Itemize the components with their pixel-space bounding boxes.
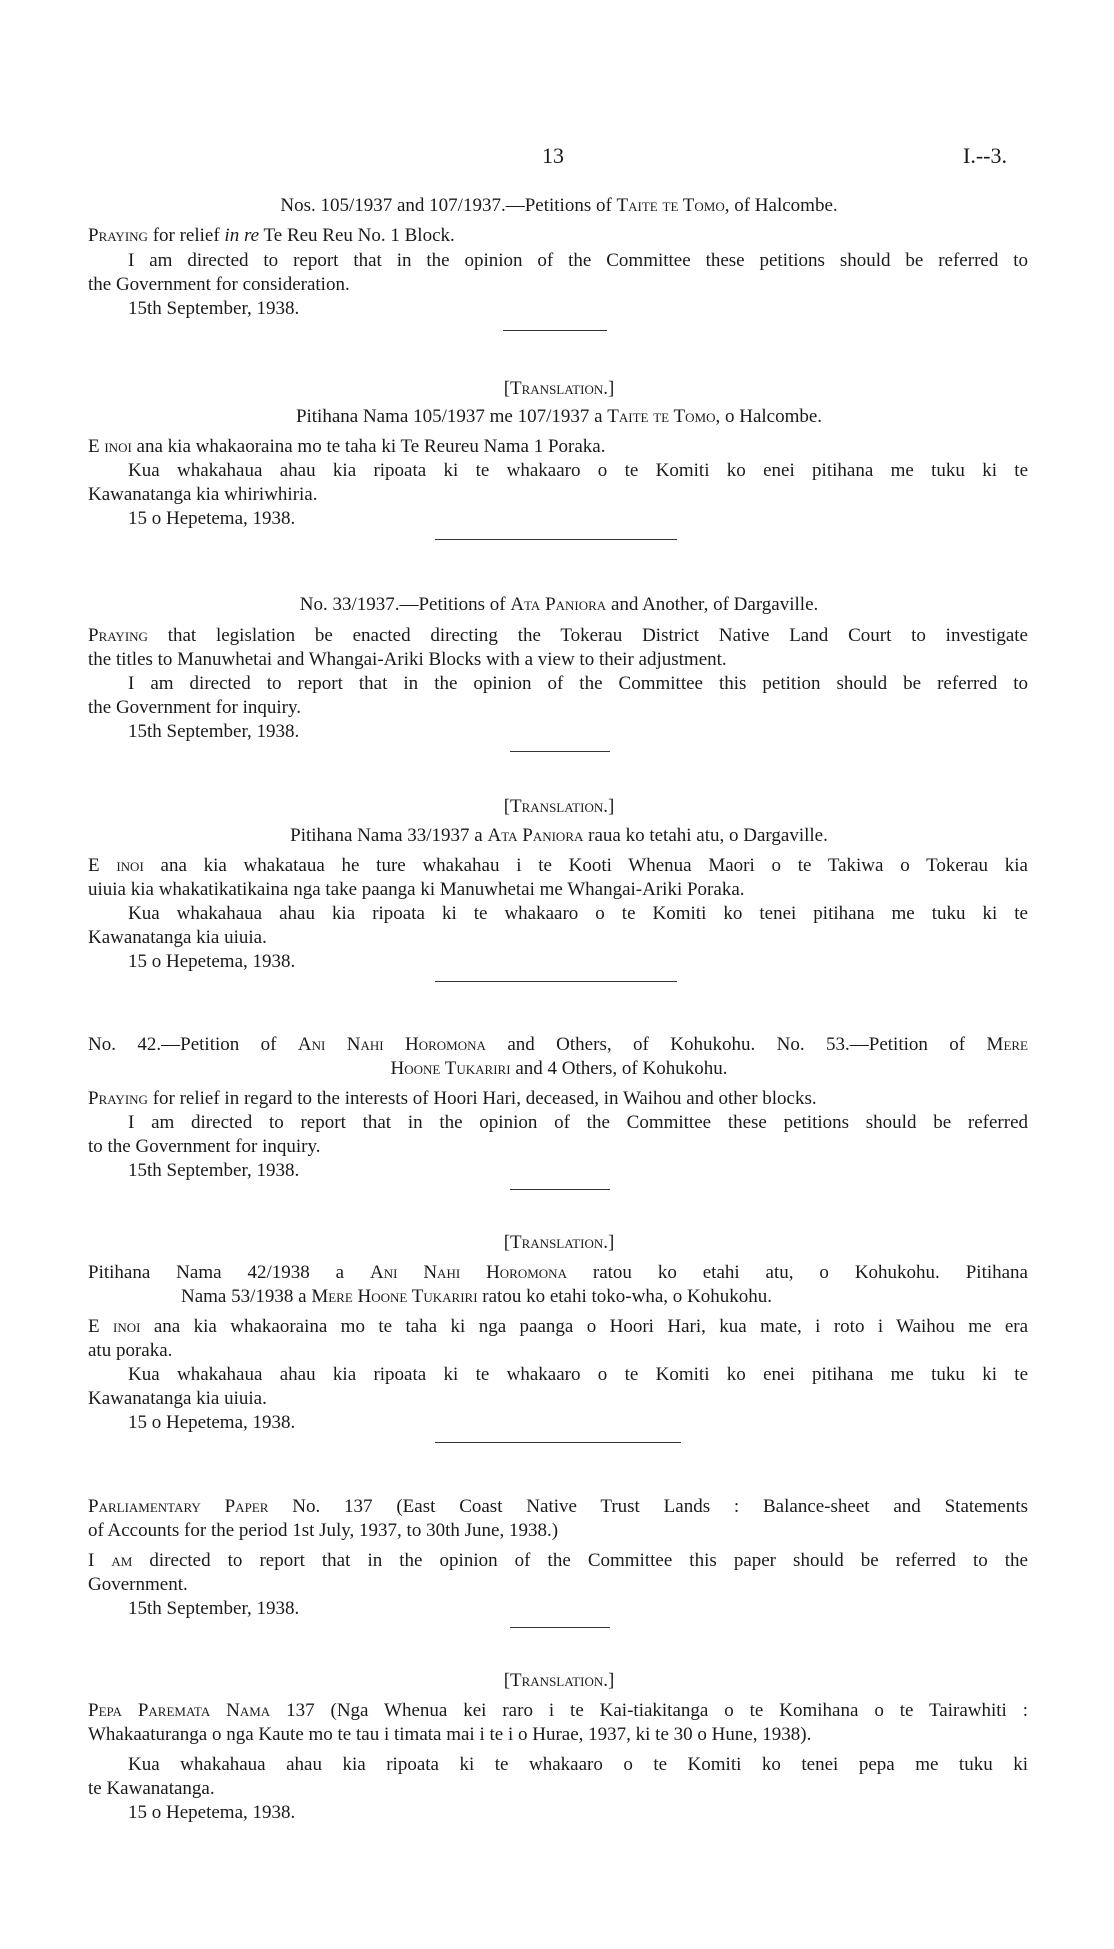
section-2-translation-prayer-line-1: E inoi ana kia whakataua he ture whakahau i te Kooti Whenua Maori o te Takiwa o Tokerau kia xyxy=(88,855,1028,876)
section-1-translation-title: Pitihana Nama 105/1937 me 107/1937 a Taite te Tomo, o Halcombe. xyxy=(295,406,823,427)
section-3-title-line-1: No. 42.—Petition of Ani Nahi Horomona and Others, of Kohukohu. No. 53.—Petition of Mere xyxy=(88,1034,1028,1055)
document-reference: I.--3. xyxy=(963,143,1007,168)
section-4-translation-title-line-1: Pepa Paremata Nama 137 (Nga Whenua kei raro i te Kai-tiakitanga o te Komihana o te Tairawhiti : xyxy=(88,1700,1028,1721)
section-1-prayer: Praying for relief in re Te Reu Reu No. 1 Block. xyxy=(88,225,455,246)
divider xyxy=(510,1189,610,1190)
section-2-prayer-line-1: Praying that legislation be enacted directing the Tokerau District Native Land Court to investigate xyxy=(88,625,1028,646)
section-1-date: 15th September, 1938. xyxy=(128,298,300,319)
divider xyxy=(510,1627,610,1628)
section-3-translation-title-line-1: Pitihana Nama 42/1938 a Ani Nahi Horomona ratou ko etahi atu, o Kohukohu. Pitihana xyxy=(88,1262,1028,1283)
section-3-translation-report-line-1: Kua whakahaua ahau kia ripoata ki te whakaaro o te Komiti ko enei pitihana me tuku ki te xyxy=(128,1364,1028,1385)
section-1-report-line-2: the Government for consideration. xyxy=(88,274,350,295)
section-2-prayer-line-2: the titles to Manuwhetai and Whangai-Ariki Blocks with a view to their adjustment. xyxy=(88,649,727,670)
divider xyxy=(435,981,677,982)
section-4-report-line-2: Government. xyxy=(88,1574,188,1595)
section-2-report-line-2: the Government for inquiry. xyxy=(88,697,301,718)
divider xyxy=(503,330,607,331)
section-2-translation-report-line-1: Kua whakahaua ahau kia ripoata ki te whakaaro o te Komiti ko tenei pitihana me tuku ki te xyxy=(128,903,1028,924)
section-3-translation-report-line-2: Kawanatanga kia uiuia. xyxy=(88,1388,267,1409)
section-2-translation-date: 15 o Hepetema, 1938. xyxy=(128,951,296,972)
section-4-translation-date: 15 o Hepetema, 1938. xyxy=(128,1802,296,1823)
section-2-translation-report-line-2: Kawanatanga kia uiuia. xyxy=(88,927,267,948)
section-1-translation-prayer: E inoi ana kia whakaoraina mo te taha ki Te Reureu Nama 1 Poraka. xyxy=(88,436,606,457)
section-2-translation-title: Pitihana Nama 33/1937 a Ata Paniora raua ko tetahi atu, o Dargaville. xyxy=(290,825,828,846)
translation-heading: [Translation.] xyxy=(503,378,615,399)
section-1-translation-date: 15 o Hepetema, 1938. xyxy=(128,508,296,529)
section-3-translation-date: 15 o Hepetema, 1938. xyxy=(128,1412,296,1433)
page-number: 13 xyxy=(542,143,564,168)
section-3-translation-prayer-line-2: atu poraka. xyxy=(88,1340,173,1361)
section-3-report-line-1: I am directed to report that in the opinion of the Committee these petitions should be referred xyxy=(128,1112,1028,1133)
section-4-title-line-1: Parliamentary Paper No. 137 (East Coast Native Trust Lands : Balance-sheet and Statements xyxy=(88,1496,1028,1517)
section-4-translation-report-line-1: Kua whakahaua ahau kia ripoata ki te whakaaro o te Komiti ko tenei pepa me tuku ki xyxy=(128,1754,1028,1775)
translation-heading: [Translation.] xyxy=(503,1670,615,1691)
section-2-report-line-1: I am directed to report that in the opinion of the Committee this petition should be referred to xyxy=(128,673,1028,694)
section-1-title: Nos. 105/1937 and 107/1937.—Petitions of Taite te Tomo, of Halcombe. xyxy=(280,195,838,216)
section-3-translation-prayer-line-1: E inoi ana kia whakaoraina mo te taha ki nga paanga o Hoori Hari, kua mate, i roto i Waihou me era xyxy=(88,1316,1029,1337)
section-3-date: 15th September, 1938. xyxy=(128,1160,300,1181)
divider xyxy=(510,751,610,752)
section-4-title-line-2: of Accounts for the period 1st July, 1937, to 30th June, 1938.) xyxy=(88,1520,559,1541)
section-2-date: 15th September, 1938. xyxy=(128,721,300,742)
section-3-prayer: Praying for relief in regard to the interests of Hoori Hari, deceased, in Waihou and other blocks. xyxy=(88,1088,817,1109)
section-3-title-line-2: Hoone Tukariri and 4 Others, of Kohukohu. xyxy=(390,1058,728,1079)
divider xyxy=(435,539,677,540)
section-4-date: 15th September, 1938. xyxy=(128,1598,300,1619)
petitioner-name: Taite te Tomo xyxy=(616,195,725,216)
section-1-report-line-1: I am directed to report that in the opinion of the Committee these petitions should be referred to xyxy=(128,250,1028,271)
translation-heading: [Translation.] xyxy=(503,796,615,817)
section-4-report-line-1: I am directed to report that in the opinion of the Committee this paper should be referred to the xyxy=(88,1550,1028,1571)
section-1-translation-report-line-2: Kawanatanga kia whiriwhiria. xyxy=(88,484,318,505)
section-3-translation-title-line-2: Nama 53/1938 a Mere Hoone Tukariri ratou ko etahi toko-wha, o Kohukohu. xyxy=(181,1286,772,1307)
section-2-title: No. 33/1937.—Petitions of Ata Paniora and Another, of Dargaville. xyxy=(299,594,819,615)
section-4-translation-title-line-2: Whakaaturanga o nga Kaute mo te tau i timata mai i te i o Hurae, 1937, ki te 30 o Hune, 1938). xyxy=(88,1724,812,1745)
section-2-translation-prayer-line-2: uiuia kia whakatikatikaina nga take paanga ki Manuwhetai me Whangai-Ariki Poraka. xyxy=(88,879,745,900)
translation-heading: [Translation.] xyxy=(503,1232,615,1253)
section-4-translation-report-line-2: te Kawanatanga. xyxy=(88,1778,215,1799)
section-3-report-line-2: to the Government for inquiry. xyxy=(88,1136,321,1157)
divider xyxy=(435,1442,681,1443)
section-1-translation-report-line-1: Kua whakahaua ahau kia ripoata ki te whakaaro o te Komiti ko enei pitihana me tuku ki te xyxy=(128,460,1028,481)
